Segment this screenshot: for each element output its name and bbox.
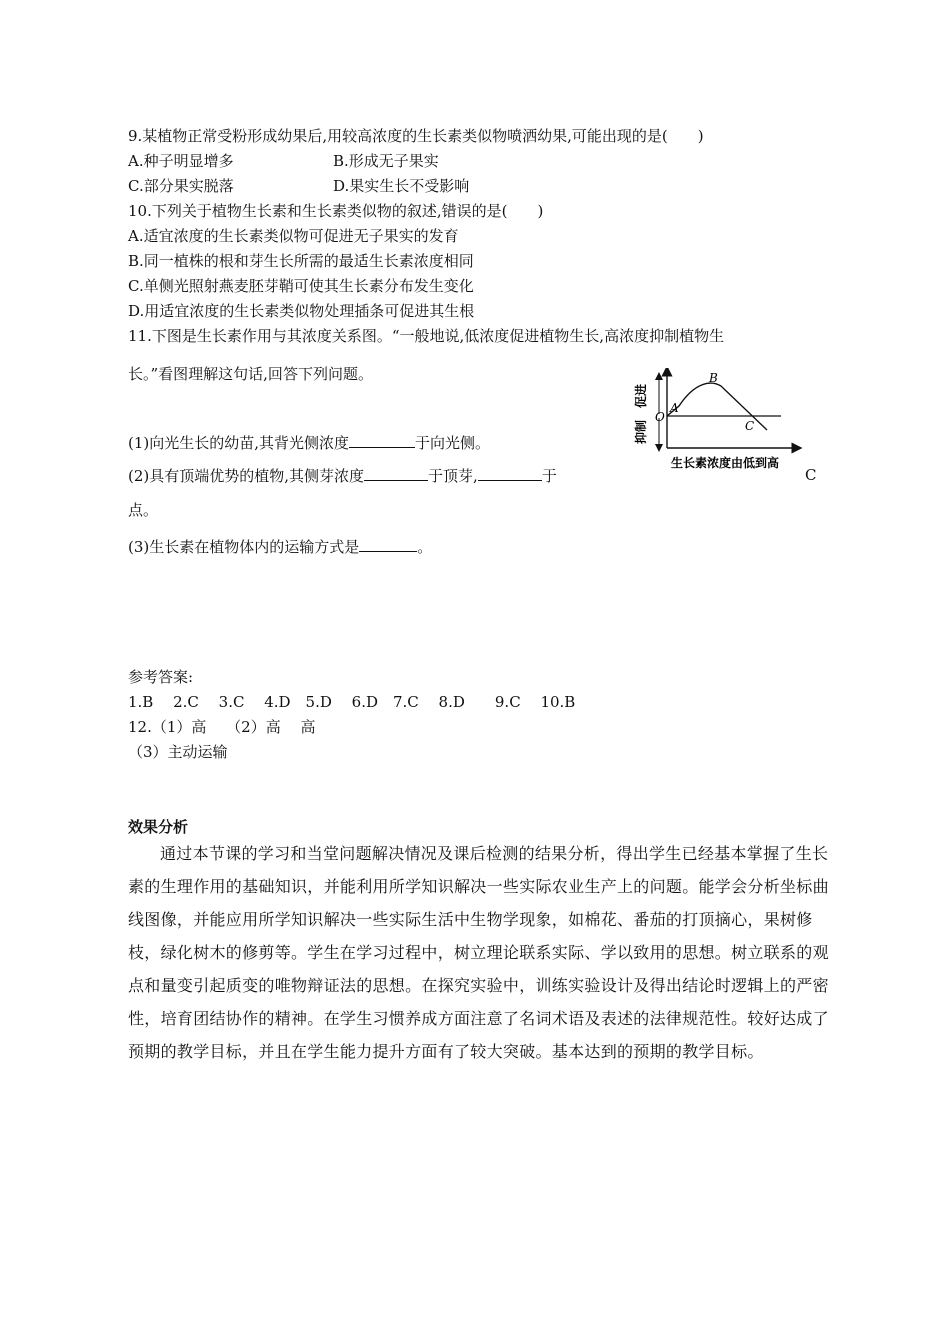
inhibit-label: 抑制	[634, 419, 648, 445]
answer-blank[interactable]	[349, 432, 415, 448]
x-axis-label: 生长素浓度由低到高	[670, 456, 780, 470]
answer-blank[interactable]	[364, 465, 428, 481]
q11-sub2-text-mid: 于顶芽,	[428, 467, 478, 485]
q10-option-a: A.适宜浓度的生长素类似物可促进无子果实的发育	[128, 227, 459, 245]
q9-option-d: D.果实生长不受影响	[333, 177, 470, 195]
answers-line-1: 1.B 2.C 3.C 4.D 5.D 6.D 7.C 8.D 9.C 10.B	[128, 693, 576, 711]
q11-sub2-text-post: 于	[541, 467, 557, 485]
q11-sub1	[128, 432, 490, 453]
point-b-label: B	[709, 371, 718, 385]
answers-title: 参考答案:	[128, 668, 194, 686]
q11-sub3	[128, 536, 432, 557]
q10-stem: 10.下列关于植物生长素和生长素类似物的叙述,错误的是( )	[128, 202, 544, 220]
q11-sub2-end: 点。	[128, 501, 159, 519]
q9-option-b: B.形成无子果实	[333, 152, 439, 170]
q11-sub2	[128, 465, 557, 486]
q11-sub1-text: (1)向光生长的幼苗,其背光侧浓度	[128, 434, 350, 452]
q11-sub3-text: (3)生长素在植物体内的运输方式是	[128, 538, 360, 556]
q10-option-d: D.用适宜浓度的生长素类似物处理插条可促进其生根	[128, 302, 475, 320]
answers-line-2: 12.（1）高 （2）高 高	[128, 718, 316, 736]
q11-stem-line1: 11.下图是生长素作用与其浓度关系图。“一般地说,低浓度促进植物生长,高浓度抑制植物生	[128, 327, 725, 345]
auxin-concentration-graph	[615, 368, 805, 478]
point-c-label: C	[745, 419, 755, 433]
answer-blank[interactable]	[478, 465, 542, 481]
answer-blank[interactable]	[359, 536, 417, 552]
q11-sub1-text-end: 于向光侧。	[415, 434, 491, 452]
q9-option-c: C.部分果实脱落	[128, 177, 234, 195]
analysis-body: 通过本节课的学习和当堂问题解决情况及课后检测的结果分析，得出学生已经基本掌握了生长素的生理作用的基础知识，并能利用所学知识解决一些实际农业生产上的问题。能学会分析坐标曲线图像，并能应用所学知识解决一些实际生活中生物学现象，如棉花、番茄的打顶摘心，果树修枝，绿化树木的修剪等。学生在学习过程中，树立理论联系实际、学以致用的思想。树立联系的观点和量变引起质变的唯物辩证法的思想。在探究实验中，训练实验设计及得出结论时逻辑上的严密性，培育团结协作的精神。在学生习惯养成方面注意了名词术语及表述的法律规范性。较好达成了预期的教学目标，并且在学生能力提升方面有了较大突破。基本达到的预期的教学目标。	[128, 844, 829, 1061]
point-o-label: O	[655, 410, 665, 424]
point-a-label: A	[670, 401, 679, 415]
promote-label: 促进	[634, 383, 648, 409]
q10-option-b: B.同一植株的根和芽生长所需的最适生长素浓度相同	[128, 252, 474, 270]
q9-option-a: A.种子明显增多	[128, 152, 234, 170]
q11-sub3-text-end: 。	[417, 538, 433, 556]
analysis-heading: 效果分析	[128, 818, 189, 836]
answers-line-3: （3）主动运输	[128, 743, 228, 761]
q11-sub2-tail: C	[805, 466, 817, 484]
q11-stem-line2: 长。”看图理解这句话,回答下列问题。	[128, 365, 373, 383]
q10-option-c: C.单侧光照射燕麦胚芽鞘可使其生长素分布发生变化	[128, 277, 474, 295]
q9-stem: 9.某植物正常受粉形成幼果后,用较高浓度的生长素类似物喷洒幼果,可能出现的是( )	[128, 127, 704, 145]
q11-sub2-text: (2)具有顶端优势的植物,其侧芽浓度	[128, 467, 365, 485]
